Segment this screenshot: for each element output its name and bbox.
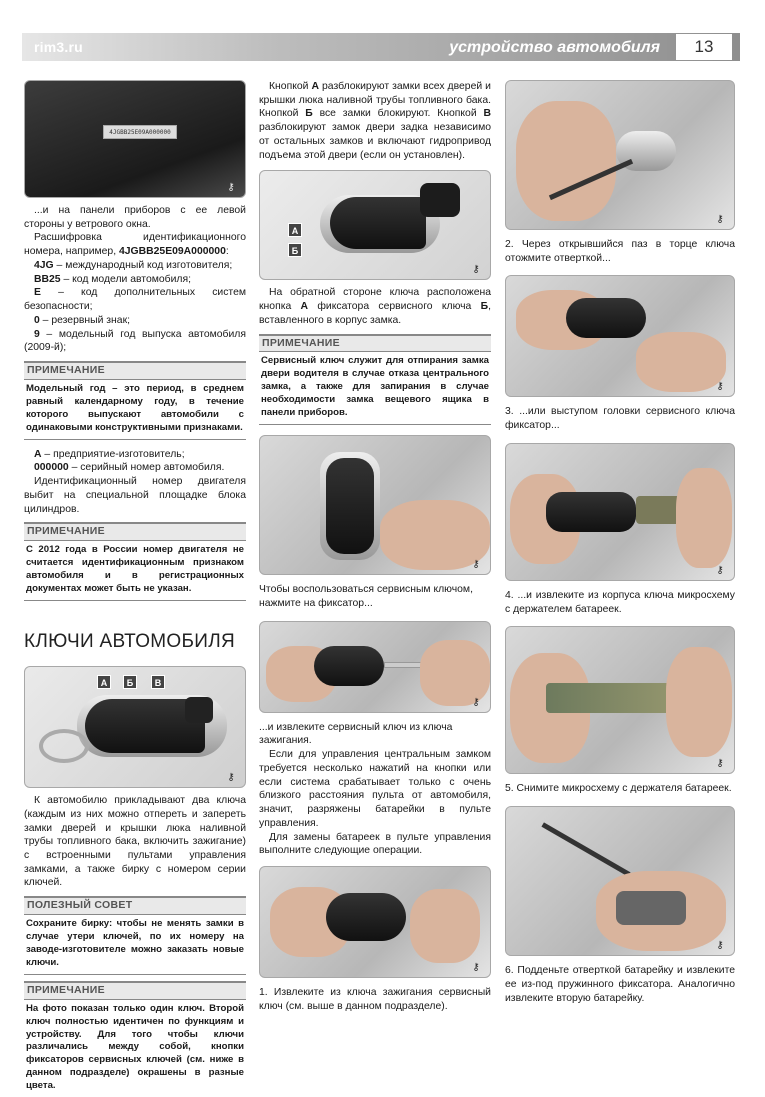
label-a: А [97, 675, 111, 689]
step6-photo [505, 806, 735, 956]
key-icon: ⚷ [472, 264, 480, 276]
tip-title: ПОЛЕЗНЫЙ СОВЕТ [24, 896, 246, 915]
key-fob [326, 458, 374, 554]
decode-intro: Расшифровка идентификационного номера, например, 4JGBB25E09A000000: [24, 232, 246, 258]
windshield-text: ...и на панели приборов с ее левой стороны у ветрового окна. [24, 205, 246, 230]
column-2 [259, 80, 491, 1013]
caption-step5: 5. Снимите микросхему с держателя батареек. [505, 783, 732, 795]
key-fob [566, 298, 646, 338]
note-title: ПРИМЕЧАНИЕ [24, 981, 246, 1000]
note-title: ПРИМЕЧАНИЕ [24, 361, 246, 380]
page-header [22, 33, 740, 61]
column-1 [24, 80, 246, 1097]
note-text: Модельный год – это период, в среднем равный календарному году, в течение которого выпускают автомобили с одинаковыми конструктивными признаками. [24, 380, 246, 440]
key-fob [330, 197, 426, 249]
caption-step2: 2. Через открывшийся паз в торце ключа отожмите отверткой... [505, 239, 735, 264]
key-icon: ⚷ [716, 381, 724, 393]
caption-step3: 3. ...или выступом головки сервисного ключа фиксатор... [505, 406, 735, 432]
keys-text: К автомобилю прикладывают два ключа (каждым из них можно отпереть и запереть замки дверей и крышки люка наливной трубы топливного бака, включить зажигание) с встроенными пультами управления замками, а также бирку с номером серии ключей. [24, 795, 246, 889]
section-title: устройство автомобиля [449, 39, 660, 56]
keys-section-title: КЛЮЧИ АВТОМОБИЛЯ [24, 630, 236, 652]
column-3 [505, 80, 735, 1005]
decode-4jg: 4JG – международный код изготовителя; [34, 259, 233, 271]
hand [420, 640, 490, 706]
note-title: ПРИМЕЧАНИЕ [259, 334, 491, 353]
key-icon: ⚷ [472, 696, 480, 708]
decode-0: 0 – резервный знак; [34, 314, 130, 326]
tip-text: Сохраните бирку: чтобы не менять замки в случае утери ключей, по их номеру на заводе-изготовителе можно заказать новые ключи. [24, 915, 246, 975]
key-back-photo [259, 170, 491, 280]
step2-photo [505, 80, 735, 230]
key-icon: ⚷ [716, 564, 724, 576]
tip-box [24, 896, 246, 975]
replace-text: Для замены батареек в пульте управления выполните следующие операции. [259, 831, 491, 857]
step5-photo [505, 626, 735, 774]
vin-plate-photo [24, 80, 246, 198]
note-title: ПРИМЕЧАНИЕ [24, 522, 246, 541]
key-icon: ⚷ [716, 214, 724, 225]
step1-photo [259, 866, 491, 978]
label-a: А [288, 223, 302, 237]
key-ring [39, 729, 89, 763]
press-latch-photo [259, 435, 491, 575]
key-fob [314, 646, 384, 686]
caption-step6: 6. Подденьте отверткой батарейку и извлеките ее из-под пружинного фиксатора. Аналогично извлеките вторую батарейку. [505, 965, 735, 1004]
key-icon: ⚷ [227, 772, 235, 784]
key-blade-cap [420, 183, 460, 217]
battery-text: Если для управления центральным замком требуется несколько нажатий на кнопки или если система срабатывает только с очень близкого расстояния пульта от автомобиля, значит, разряжены батарейки в пульте управления. [259, 749, 491, 829]
screwdriver [541, 822, 630, 876]
hand [676, 468, 732, 568]
note-model-year [24, 361, 246, 440]
page-number: 13 [676, 34, 732, 60]
key-icon: ⚷ [472, 961, 480, 973]
decode-000000: 000000 – серийный номер автомобиля. [34, 462, 225, 474]
vin-plate: 4JGBB25E09A000000 [103, 125, 177, 139]
hand [666, 647, 732, 757]
key-fob [326, 893, 406, 941]
keys-photo [24, 666, 246, 788]
key-icon: ⚷ [716, 940, 724, 952]
hand [516, 101, 616, 221]
caption-step4: 4. ...и извлеките из корпуса ключа микросхему с держателем батареек. [505, 589, 735, 615]
buttons-text: Кнопкой А разблокируют замки всех дверей и крышки люка наливной трубы топливного бака. Кнопкой Б все замки блокируют. Кнопкой В разблокируют замок двери задка независимо от остальных замков и включают гидропривод подъема этой двери (если он установлен). [259, 81, 491, 161]
caption-press-latch: Чтобы воспользоваться сервисным ключом, нажмите на фиксатор... [259, 584, 473, 609]
decode-bb25: BB25 – код модели автомобиля; [34, 273, 191, 285]
caption-remove-service-key: ...и извлеките сервисный ключ из ключа зажигания. [259, 721, 453, 747]
label-v: В [151, 675, 165, 689]
site-name: rim3.ru [34, 39, 83, 55]
note-text: Сервисный ключ служит для отпирания замка двери водителя в случае отказа центрального замка, а также для запирания в случае необходимости замка вещевого ящика в панели приборов. [259, 352, 491, 425]
decode-9: 9 – модельный год выпуска автомобиля (2009-й); [24, 328, 246, 354]
decode-e: E – код дополнительных систем безопасности; [24, 287, 246, 313]
battery-holder [616, 891, 686, 925]
key-icon: ⚷ [716, 758, 724, 770]
note-engine-number [24, 522, 246, 601]
decode-a: A – предприятие-изготовитель; [34, 448, 185, 460]
step4-photo [505, 443, 735, 581]
step3-photo [505, 275, 735, 397]
engine-number-text: Идентификационный номер двигателя выбит на специальной площадке блока цилиндров. [24, 476, 246, 515]
note-two-keys [24, 981, 246, 1097]
back-side-text: На обратной стороне ключа расположена кнопка А фиксатора сервисного ключа Б, вставленного в корпус замка. [259, 287, 491, 326]
key-icon: ⚷ [227, 182, 235, 193]
label-b: Б [288, 243, 302, 257]
note-service-key [259, 334, 491, 426]
hand [410, 889, 480, 963]
key-fob [546, 492, 636, 532]
note-text: С 2012 года в России номер двигателя не считается идентификационным признаком автомобиля и в регистрационных документах может быть не указан. [24, 541, 246, 601]
label-b: Б [123, 675, 137, 689]
key-icon: ⚷ [472, 559, 480, 571]
caption-step1: 1. Извлеките из ключа зажигания сервисный ключ (см. выше в данном подразделе). [259, 986, 491, 1012]
note-text: На фото показан только один ключ. Второй ключ полностью идентичен по функциям и устройству. Для того чтобы ключи различались между собой, кнопки фиксаторов сервисных ключей (см. ниже в данном подразделе) окрашены в разные цвета. [26, 1002, 244, 1092]
key-blade-cap [185, 697, 213, 723]
remove-service-key-photo [259, 621, 491, 713]
